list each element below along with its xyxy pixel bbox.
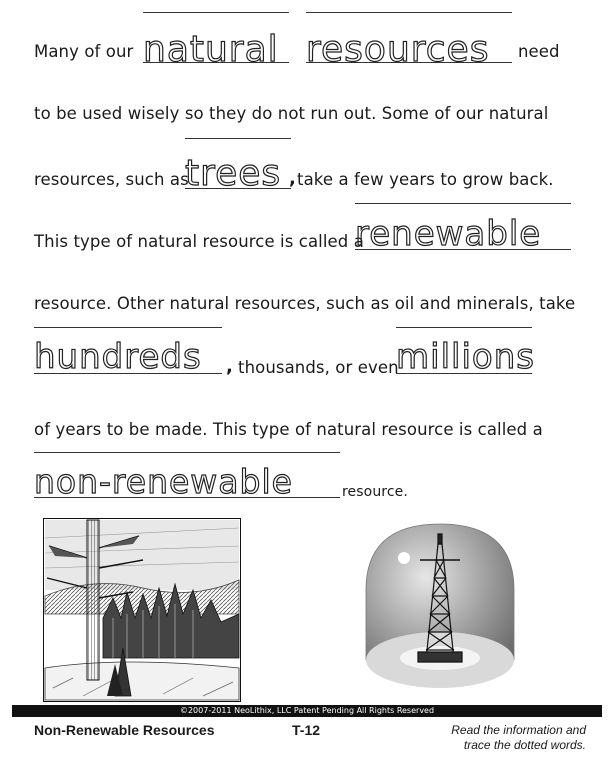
text-line-5: resource. Other natural resources, such as oil and minerals, take xyxy=(34,294,576,313)
instructions-line-2: trace the dotted words. xyxy=(463,738,586,752)
text-line-4-pre: This type of natural resource is called a xyxy=(34,232,364,251)
copyright-bar: ©2007-2011 NeoLithix, LLC Patent Pending All Rights Reserved xyxy=(12,705,602,717)
traced-word: millions xyxy=(396,337,535,377)
text-line-1-post: need xyxy=(518,42,560,61)
forest-illustration xyxy=(43,518,241,702)
text-line-3-pre: resources, such as xyxy=(34,170,189,189)
guide-top xyxy=(306,12,512,13)
comma: , xyxy=(289,168,296,189)
trace-word-millions[interactable] xyxy=(396,327,535,379)
guide-top xyxy=(396,327,532,328)
guide-top xyxy=(34,452,340,453)
trace-word-hundreds[interactable] xyxy=(34,327,222,379)
guide-top xyxy=(34,327,222,328)
text-line-1-pre: Many of our xyxy=(34,42,134,61)
guide-top xyxy=(185,138,291,139)
oil-derrick-icon xyxy=(356,520,524,698)
traced-word: non-renewable xyxy=(34,462,293,501)
traced-word: resources xyxy=(306,29,490,70)
trace-word-non-renewable[interactable] xyxy=(34,452,340,504)
instructions xyxy=(451,723,586,753)
text-line-3-post: take a few years to grow back. xyxy=(297,170,554,189)
traced-word: trees xyxy=(185,153,282,194)
traced-word: renewable xyxy=(355,214,542,254)
trace-word-natural[interactable] xyxy=(143,12,289,70)
text-line-6-mid: thousands, or even xyxy=(238,358,399,377)
comma: , xyxy=(226,356,233,377)
worksheet-title: Non-Renewable Resources xyxy=(34,722,215,738)
forest-icon xyxy=(43,518,241,702)
page-number: T-12 xyxy=(292,722,321,738)
trace-word-trees[interactable] xyxy=(185,138,291,194)
oil-derrick-illustration xyxy=(356,520,524,698)
text-line-7: of years to be made. This type of natural resource is called a xyxy=(34,420,543,439)
trace-word-renewable[interactable] xyxy=(355,203,571,255)
text-line-8-post: resource. xyxy=(342,484,408,500)
trace-word-resources[interactable] xyxy=(306,12,512,70)
guide-top xyxy=(143,12,289,13)
traced-word: natural xyxy=(143,29,279,70)
text-line-2: to be used wisely so they do not run out. Some of our natural xyxy=(34,104,549,123)
traced-word: hundreds xyxy=(34,337,202,377)
instructions-line-1: Read the information and xyxy=(451,723,586,737)
guide-top xyxy=(355,203,571,204)
